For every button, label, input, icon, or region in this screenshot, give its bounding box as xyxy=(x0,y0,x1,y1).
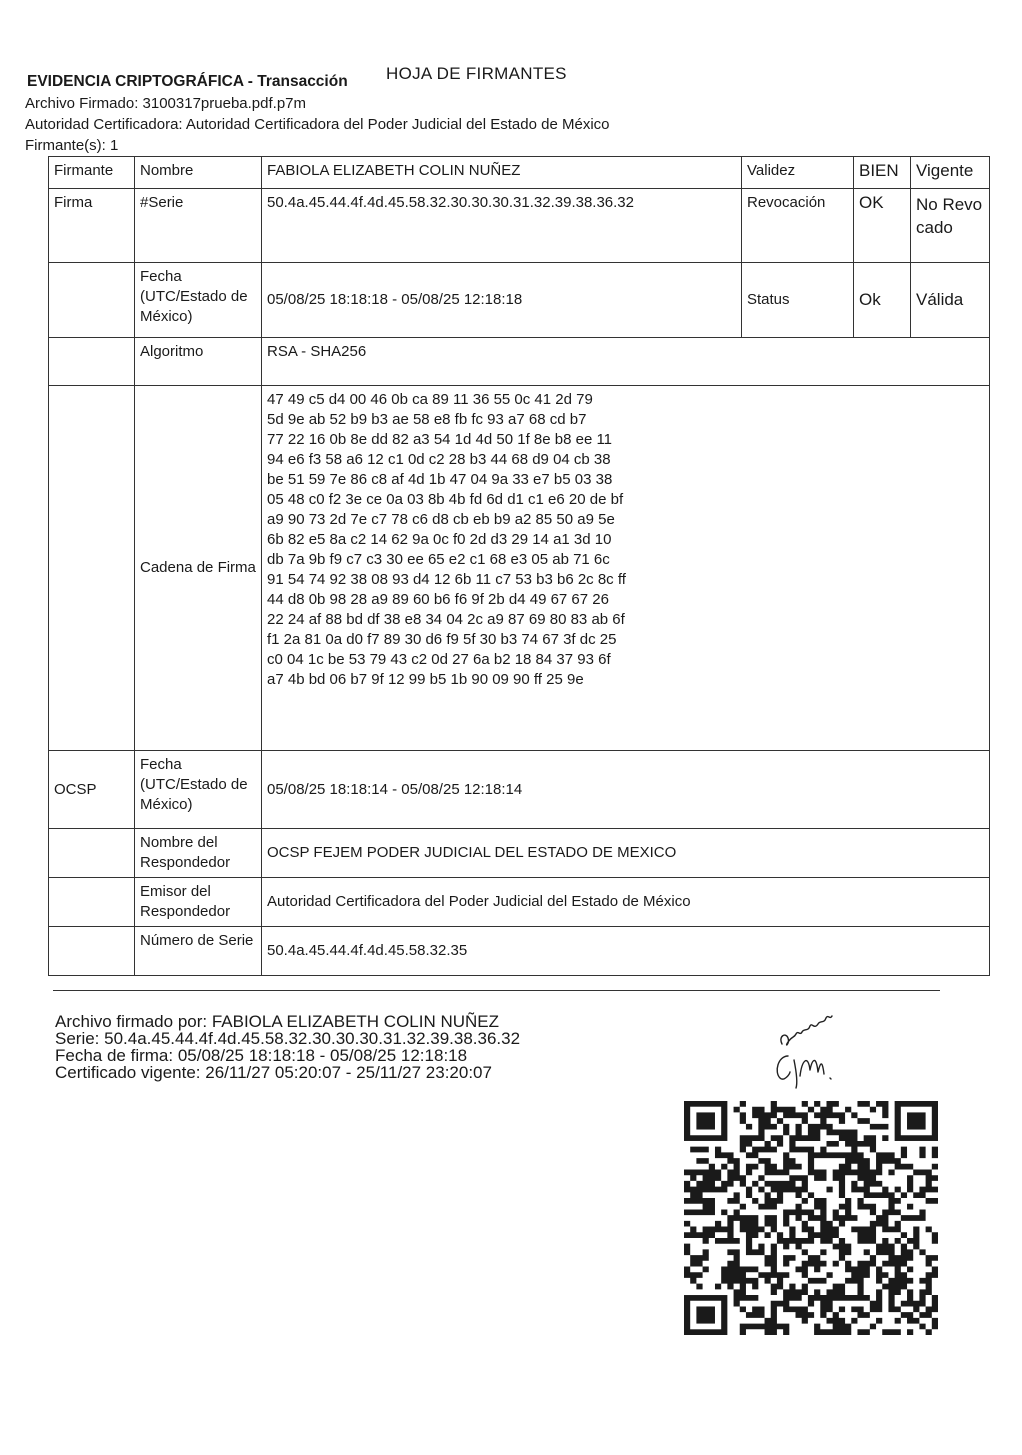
num-serie-value: 50.4a.45.44.4f.4d.45.58.32.35 xyxy=(262,927,990,976)
algoritmo-value: RSA - SHA256 xyxy=(262,338,990,386)
revocacion-label: Revocación xyxy=(742,189,854,263)
hex-line: 44 d8 0b 98 28 a9 89 60 b6 f6 9f 2b d4 49 67 67 26 xyxy=(267,591,609,608)
serie-label: #Serie xyxy=(135,189,262,263)
status-label: Status xyxy=(742,263,854,338)
ocsp-fecha-label: Fecha (UTC/Estado de México) xyxy=(135,751,262,829)
resp-nombre-label: Nombre del Respondedor xyxy=(135,829,262,878)
table-row xyxy=(49,263,990,338)
serie-value: 50.4a.45.44.4f.4d.45.58.32.30.30.30.31.32.39.38.36.32 xyxy=(262,189,742,263)
resp-nombre-value: OCSP FEJEM PODER JUDICIAL DEL ESTADO DE MEXICO xyxy=(262,829,990,878)
ocsp-fecha-value: 05/08/25 18:18:14 - 05/08/25 12:18:14 xyxy=(262,751,990,829)
revocacion-value: OK xyxy=(854,189,911,263)
table-row xyxy=(49,878,990,927)
footer-serie: Serie: 50.4a.45.44.4f.4d.45.58.32.30.30.30.31.32.39.38.36.32 xyxy=(55,1029,521,1048)
hex-line: 94 e6 f3 58 a6 12 c1 0d c2 28 b3 44 68 d9 04 cb 38 xyxy=(267,451,611,468)
hex-line: 91 54 74 92 38 08 93 d4 12 6b 11 c7 53 b3 b6 2c 8c ff xyxy=(267,571,626,588)
nombre-value: FABIOLA ELIZABETH COLIN NUÑEZ xyxy=(262,157,742,189)
certifying-authority-line: Autoridad Certificadora: Autoridad Certificadora del Poder Judicial del Estado de México xyxy=(25,116,610,133)
validez-status: Vigente xyxy=(911,157,990,189)
footer-signed-by: Archivo firmado por: FABIOLA ELIZABETH COLIN NUÑEZ xyxy=(55,1012,500,1031)
signature-chain xyxy=(262,386,990,751)
footer-fecha: Fecha de firma: 05/08/25 18:18:18 - 05/08/25 12:18:18 xyxy=(55,1046,468,1065)
qr-code-image xyxy=(684,1101,938,1335)
hex-line: be 51 59 7e 86 c8 af 4d 1b 47 04 9a 33 e7 b5 03 38 xyxy=(267,471,613,488)
table-row xyxy=(49,157,990,189)
hex-line: a9 90 73 2d 7e c7 78 c6 d8 cb eb b9 a2 85 50 a9 5e xyxy=(267,511,615,528)
table-row xyxy=(49,927,990,976)
algoritmo-label: Algoritmo xyxy=(135,338,262,386)
resp-emisor-label: Emisor del Respondedor xyxy=(135,878,262,927)
table-row xyxy=(49,751,990,829)
table-row xyxy=(49,189,990,263)
separator-line xyxy=(53,990,940,991)
signers-count-line: Firmante(s): 1 xyxy=(25,137,119,154)
table-row xyxy=(49,338,990,386)
resp-emisor-value: Autoridad Certificadora del Poder Judicial del Estado de México xyxy=(262,878,990,927)
firma-label: Firma xyxy=(49,189,135,263)
status-value: Ok xyxy=(854,263,911,338)
hex-line: 6b 82 e5 8a c2 14 62 9a 0c f0 2d d3 29 14 a1 3d 10 xyxy=(267,531,612,548)
nombre-label: Nombre xyxy=(135,157,262,189)
revocacion-status: No Revocado xyxy=(911,189,990,263)
signed-file-line: Archivo Firmado: 3100317prueba.pdf.p7m xyxy=(25,95,307,112)
hex-line: 47 49 c5 d4 00 46 0b ca 89 11 36 55 0c 41 2d 79 xyxy=(267,391,593,408)
hex-line: c0 04 1c be 53 79 43 c2 0d 27 6a b2 18 84 37 93 6f xyxy=(267,651,611,668)
hex-line: f1 2a 81 0a d0 f7 89 30 d6 f9 5f 30 b3 74 67 3f dc 25 xyxy=(267,631,617,648)
footer-vigente: Certificado vigente: 26/11/27 05:20:07 - 25/11/27 23:20:07 xyxy=(55,1063,492,1082)
validez-label: Validez xyxy=(742,157,854,189)
table-row xyxy=(49,386,990,751)
handwritten-signature xyxy=(764,1012,844,1090)
hex-line: a7 4b bd 06 b7 9f 12 99 b5 1b 90 09 90 ff 25 9e xyxy=(267,671,584,688)
footer-block xyxy=(55,1013,520,1081)
hex-line: db 7a 9b f9 c7 c3 30 ee 65 e2 c1 68 e3 05 ab 71 6c xyxy=(267,551,610,568)
sheet-title: HOJA DE FIRMANTES xyxy=(386,64,567,83)
firmante-label: Firmante xyxy=(49,157,135,189)
cadena-label: Cadena de Firma xyxy=(135,386,262,751)
fecha-label: Fecha (UTC/Estado de México) xyxy=(135,263,262,338)
status-status: Válida xyxy=(911,263,990,338)
hex-line: 22 24 af 88 bd df 38 e8 34 04 2c a9 87 69 80 83 ab 6f xyxy=(267,611,625,628)
validez-value: BIEN xyxy=(854,157,911,189)
num-serie-label: Número de Serie xyxy=(135,927,262,976)
hex-line: 5d 9e ab 52 b9 b3 ae 58 e8 fb fc 93 a7 68 cd b7 xyxy=(267,411,587,428)
document-title: EVIDENCIA CRIPTOGRÁFICA - Transacción xyxy=(27,73,348,90)
fecha-value: 05/08/25 18:18:18 - 05/08/25 12:18:18 xyxy=(262,263,742,338)
hex-line: 77 22 16 0b 8e dd 82 a3 54 1d 4d 50 1f 8e b8 ee 11 xyxy=(267,431,613,448)
hex-line: 05 48 c0 f2 3e ce 0a 03 8b 4b fd 6d d1 c1 e6 20 de bf xyxy=(267,491,624,508)
ocsp-label: OCSP xyxy=(49,751,135,829)
signers-table xyxy=(48,156,990,976)
table-row xyxy=(49,829,990,878)
